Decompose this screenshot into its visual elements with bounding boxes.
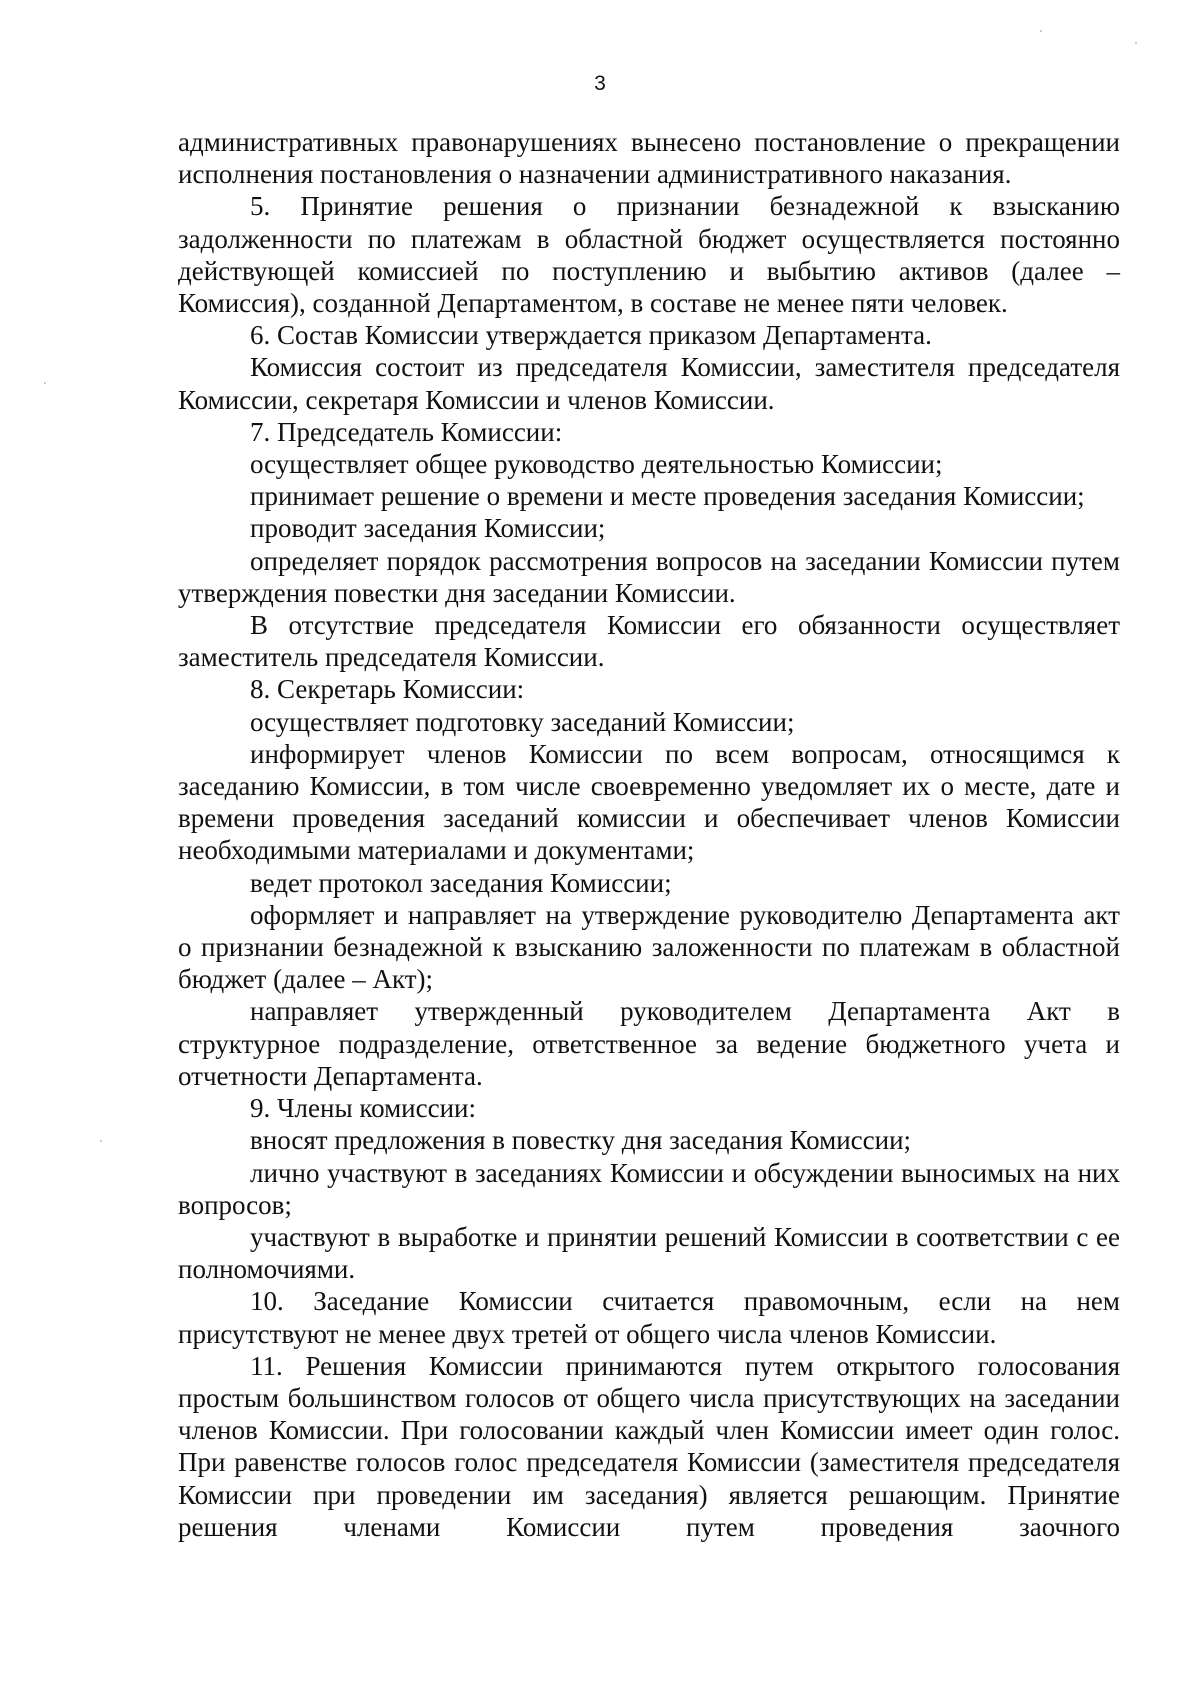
document-body [178, 126, 1120, 1543]
paragraph: Комиссия состоит из председателя Комиссии, заместителя председателя Комиссии, секретаря Комиссии и членов Комиссии. [178, 352, 1120, 415]
scan-speck [1040, 30, 1042, 32]
paragraph: осуществляет подготовку заседаний Комиссии; [250, 706, 795, 737]
paragraph: вносят предложения в повестку дня заседания Комиссии; [250, 1125, 912, 1156]
scan-speck [100, 1140, 102, 1142]
paragraph: определяет порядок рассмотрения вопросов на заседании Комиссии путем утверждения повестки дня заседании Комиссии. [178, 545, 1120, 608]
paragraph-item-7: 7. Председатель Комиссии: [250, 416, 563, 447]
page-number: 3 [594, 72, 606, 95]
paragraph: оформляет и направляет на утверждение руководителю Департамента акт о признании безнадежной к взысканию заложенности по платежам в областной бюджет (далее – Акт); [178, 899, 1120, 995]
paragraph: ведет протокол заседания Комиссии; [250, 867, 672, 898]
paragraph: осуществляет общее руководство деятельностью Комиссии; [250, 449, 943, 480]
scan-speck [1135, 42, 1137, 44]
paragraph-item-5: 5. Принятие решения о признании безнадежной к взысканию задолженности по платежам в областной бюджет осуществляется постоянно действующей комиссией по поступлению и выбытию активов (далее – Комиссия), созданной Департаментом, в составе не менее пяти человек. [178, 191, 1120, 319]
paragraph-item-10: 10. Заседание Комиссии считается правомочным, если на нем присутствуют не менее двух третей от общего числа членов Комиссии. [178, 1286, 1120, 1349]
paragraph: участвуют в выработке и принятии решений Комиссии в соответствии с ее полномочиями. [178, 1221, 1120, 1285]
paragraph: В отсутствие председателя Комиссии его обязанности осуществляет заместитель председателя Комиссии. [178, 610, 1120, 673]
paragraph-item-6: 6. Состав Комиссии утверждается приказом Департамента. [250, 320, 932, 351]
paragraph: лично участвуют в заседаниях Комиссии и обсуждении выносимых на них вопросов; [178, 1157, 1120, 1220]
paragraph-item-8: 8. Секретарь Комиссии: [250, 674, 525, 705]
paragraph: направляет утвержденный руководителем Департамента Акт в структурное подразделение, ответственное за ведение бюджетного учета и отчетности Департамента. [178, 996, 1120, 1091]
paragraph-item-9: 9. Члены комиссии: [250, 1093, 476, 1124]
paragraph: принимает решение о времени и месте проведения заседания Комиссии; [250, 481, 1085, 512]
paragraph: административных правонарушениях вынесено постановление о прекращении исполнения постановления о назначении административного наказания. [178, 127, 1120, 190]
paragraph: проводит заседания Комиссии; [250, 513, 606, 544]
scan-speck [44, 382, 46, 384]
paragraph: информирует членов Комиссии по всем вопросам, относящимся к заседанию Комиссии, в том числе своевременно уведомляет их о месте, дате и времени проведения заседаний комиссии и обеспечивает членов Комиссии необходимыми материалами и документами; [178, 738, 1120, 866]
paragraph-item-11: 11. Решения Комиссии принимаются путем открытого голосования простым большинством голосов от общего числа присутствующих на заседании членов Комиссии. При голосовании каждый член Комиссии имеет один голос. При равенстве голосов голос председателя Комиссии (заместителя председателя Комиссии при проведении им заседания) является решающим. Принятие решения членами Комиссии путем проведения заочного [178, 1350, 1120, 1542]
